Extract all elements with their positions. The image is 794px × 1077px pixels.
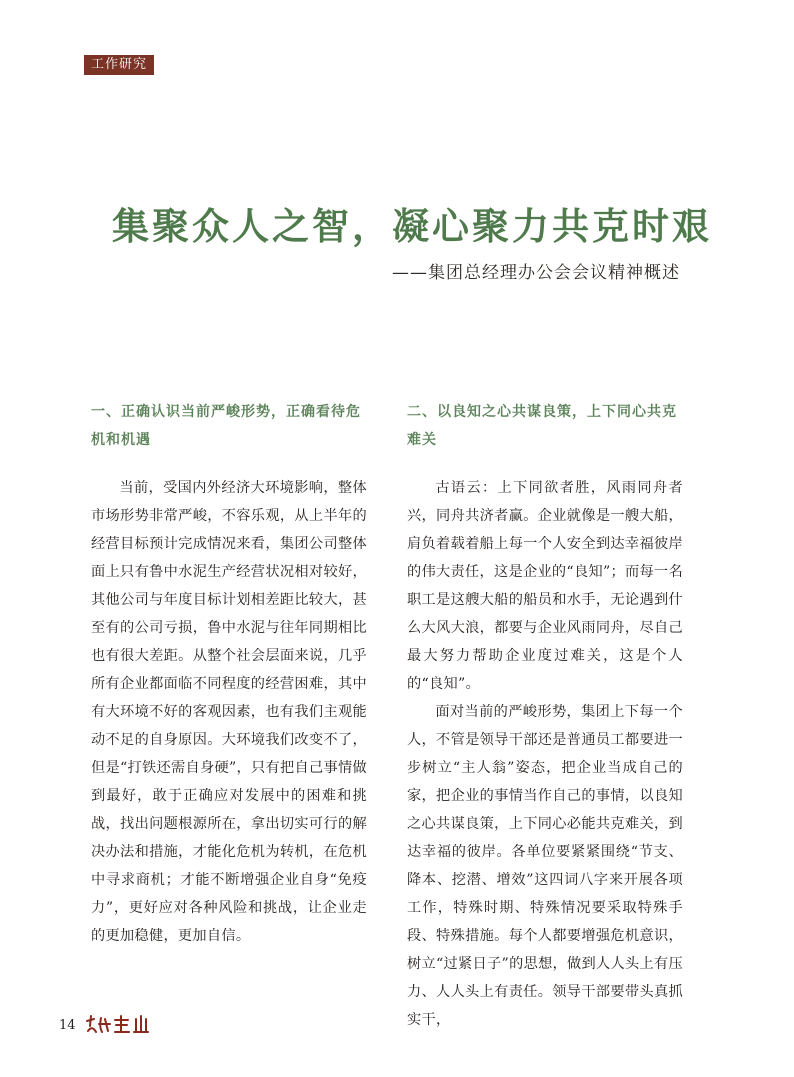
section-heading-1: 一、正确认识当前严峻形势，正确看待危机和机遇 xyxy=(91,404,361,448)
left-column xyxy=(91,398,367,950)
paragraph: 面对当前的严峻形势，集团上下每一个人，不管是领导干部还是普通员工都要进一步树立“主人翁”姿态，把企业当成自己的家，把企业的事情当作自己的事情，以良知之心共谋良策，上下同心必能共克难关，到达幸福的彼岸。各单位要紧紧围绕“节支、降本、挖潜、增效”这四词八字来开展各项工作，特殊时期、特殊情况要采取特殊手段、特殊措施。每个人都要增强危机意识，树立“过紧日子”的思想，做到人人头上有压力、人人头上有责任。领导干部要带头真抓实干， xyxy=(407,704,683,1028)
section-tag: 工作研究 xyxy=(84,55,154,75)
section-heading-2: 二、以良知之心共谋良策，上下同心共克难关 xyxy=(407,404,677,448)
paragraph: 当前，受国内外经济大环境影响，整体市场形势非常严峻，不容乐观，从上半年的经营目标预计完成情况来看，集团公司整体面上只有鲁中水泥生产经营状况相对较好，其他公司与年度目标计划相差距比较大，甚至有的公司亏损，鲁中水泥与往年同期相比也有很大差距。从整个社会层面来说，几乎所有企业都面临不同程度的经营困难，其中有大环境不好的客观因素，也有我们主观能动不足的自身原因。大环境我们改变不了，但是“打铁还需自身硬”，只有把自己事情做到最好，敢于正确应对发展中的困难和挑战，找出问题根源所在，拿出切实可行的解决办法和措施，才能化危机为转机，在危机中寻求商机；才能不断增强企业自身“免疫力”，更好应对各种风险和挑战，让企业走的更加稳健，更加自信。 xyxy=(91,480,367,944)
page-number: 14 xyxy=(59,1018,76,1033)
right-column xyxy=(407,398,683,1034)
calligraphy-logo-icon xyxy=(84,1013,154,1037)
page-title: 集聚众人之智，凝心聚力共克时艰 xyxy=(112,204,712,248)
paragraph: 古语云：上下同欲者胜，风雨同舟者兴，同舟共济者赢。企业就像是一艘大船，肩负着载着船上每一个人安全到达幸福彼岸的伟大责任，这是企业的“良知”；而每一名职工是这艘大船的船员和水手，无论遇到什么大风大浪，都要与企业风雨同舟，尽自己最大努力帮助企业度过难关，这是个人的“良知”。 xyxy=(407,480,683,692)
page-subtitle: ——集团总经理办公会会议精神概述 xyxy=(392,263,680,283)
